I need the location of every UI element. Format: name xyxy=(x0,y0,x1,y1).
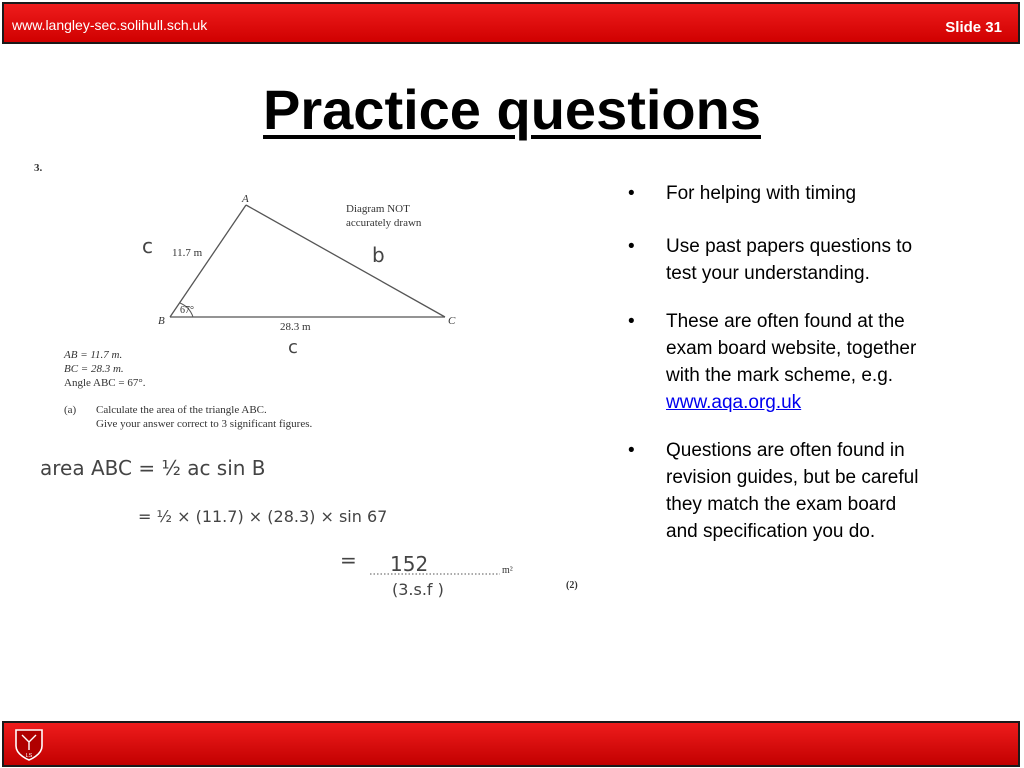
side-bc-label: 28.3 m xyxy=(280,321,311,333)
bullet-revision-guides xyxy=(622,437,932,545)
diagram-note-line1: Diagram NOT xyxy=(346,203,410,215)
working-answer: 152 xyxy=(390,552,429,576)
bullet-exam-board xyxy=(622,308,932,416)
bullet-timing-text: For helping with timing xyxy=(666,183,857,204)
working-line1: area ABC = ½ ac sin B xyxy=(40,456,266,480)
given-bc: BC = 28.3 m. xyxy=(64,363,124,375)
working-equals: = xyxy=(340,548,357,572)
vertex-c: C xyxy=(448,315,456,327)
slide-number: Slide 31 xyxy=(945,19,1002,36)
given-angle: Angle ABC = 67°. xyxy=(64,377,146,389)
aqa-link[interactable]: www.aqa.org.uk xyxy=(666,392,802,413)
handwritten-c-bottom: c xyxy=(288,337,298,358)
vertex-b: B xyxy=(158,315,165,327)
header-bar xyxy=(2,2,1020,44)
page-title: Practice questions xyxy=(263,78,761,141)
scanned-question xyxy=(30,155,590,605)
part-text-line1: Calculate the area of the triangle ABC. xyxy=(96,404,267,416)
bullet-past-papers xyxy=(622,233,932,287)
bullet-past-papers-text: Use past papers questions to test your understanding. xyxy=(666,236,913,284)
given-ab: AB = 11.7 m. xyxy=(64,349,123,361)
bullet-exam-board-text: These are often found at the exam board website, together with the mark scheme, e.g. xyxy=(666,311,917,386)
vertex-a: A xyxy=(242,193,249,205)
crest-text: LS xyxy=(25,753,33,759)
answer-unit: m² xyxy=(502,565,513,576)
bullet-timing xyxy=(622,180,932,207)
bullet-revision-guides-text: Questions are often found in revision guides, but be careful they match the exam board and specification you do. xyxy=(666,440,919,542)
handwritten-c: c xyxy=(142,234,153,258)
part-text-line2: Give your answer correct to 3 significant figures. xyxy=(96,418,313,430)
working-sf: (3.s.f ) xyxy=(392,580,444,599)
question-number: 3. xyxy=(34,162,43,174)
school-crest-icon xyxy=(14,728,44,762)
working-line2: = ½ × (11.7) × (28.3) × sin 67 xyxy=(138,507,388,526)
side-ab-label: 11.7 m xyxy=(172,247,203,259)
bullet-list xyxy=(622,180,932,566)
school-url[interactable]: www.langley-sec.solihull.sch.uk xyxy=(12,17,208,33)
angle-b-label: 67° xyxy=(180,305,194,316)
footer-bar xyxy=(2,721,1020,767)
diagram-note-line2: accurately drawn xyxy=(346,217,422,229)
handwritten-b: b xyxy=(372,243,385,267)
marks-label: (2) xyxy=(566,580,578,591)
part-label: (a) xyxy=(64,404,77,416)
